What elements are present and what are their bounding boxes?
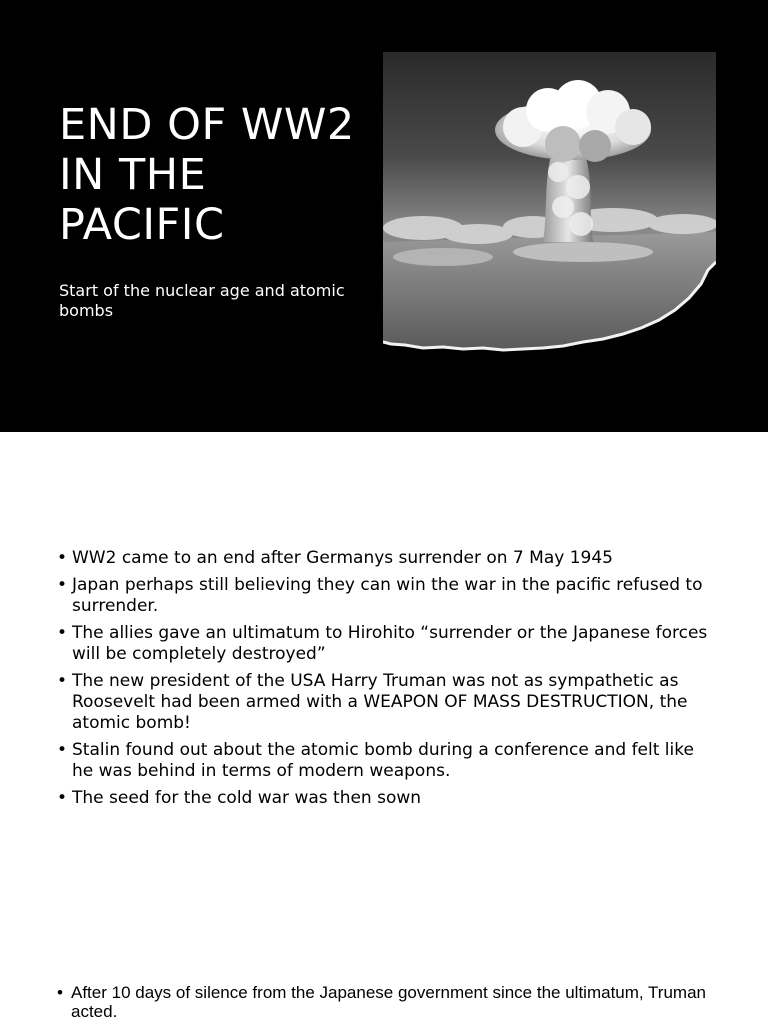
mushroom-cloud-photo: [383, 52, 716, 352]
slide-title: END OF WW2 IN THE PACIFIC: [59, 100, 355, 250]
bullet-dot: •: [57, 671, 68, 691]
bullet-text: After 10 days of silence from the Japanese government since the ultimatum, Truman acted.: [71, 983, 706, 1021]
bullet-item: [57, 623, 717, 665]
bullet-item: [57, 983, 717, 1021]
bullet-item: [57, 788, 717, 809]
bullet-dot: •: [57, 983, 63, 1002]
bullet-item: [57, 740, 717, 782]
bullet-text: The allies gave an ultimatum to Hirohito “surrender or the Japanese forces will be completely destroyed”: [72, 623, 708, 664]
slide-subtitle: Start of the nuclear age and atomic bombs: [59, 281, 345, 320]
bullet-text: Stalin found out about the atomic bomb during a conference and felt like he was behind in terms of modern weapons.: [72, 740, 694, 781]
bullet-item: [57, 575, 717, 617]
bullet-dot: •: [57, 548, 68, 568]
bullet-list: [57, 548, 717, 815]
bullet-text: Japan perhaps still believing they can win the war in the pacific refused to surrender.: [72, 575, 703, 616]
title-slide: [0, 0, 768, 432]
content-slide: [0, 432, 768, 1024]
bullet-dot: •: [57, 740, 68, 760]
bullet-item: [57, 548, 717, 569]
bullet-text: WW2 came to an end after Germanys surrender on 7 May 1945: [72, 548, 613, 568]
bullet-item: [57, 671, 717, 734]
bullet-dot: •: [57, 575, 68, 595]
bullet-text: The seed for the cold war was then sown: [72, 788, 422, 808]
bullet-dot: •: [57, 788, 68, 808]
bullet-dot: •: [57, 623, 68, 643]
bullet-text: The new president of the USA Harry Truman was not as sympathetic as Roosevelt had been armed with a WEAPON OF MASS DESTRUCTION, the atomic bomb!: [72, 671, 688, 733]
next-slide-bullet-list: [57, 983, 717, 1021]
